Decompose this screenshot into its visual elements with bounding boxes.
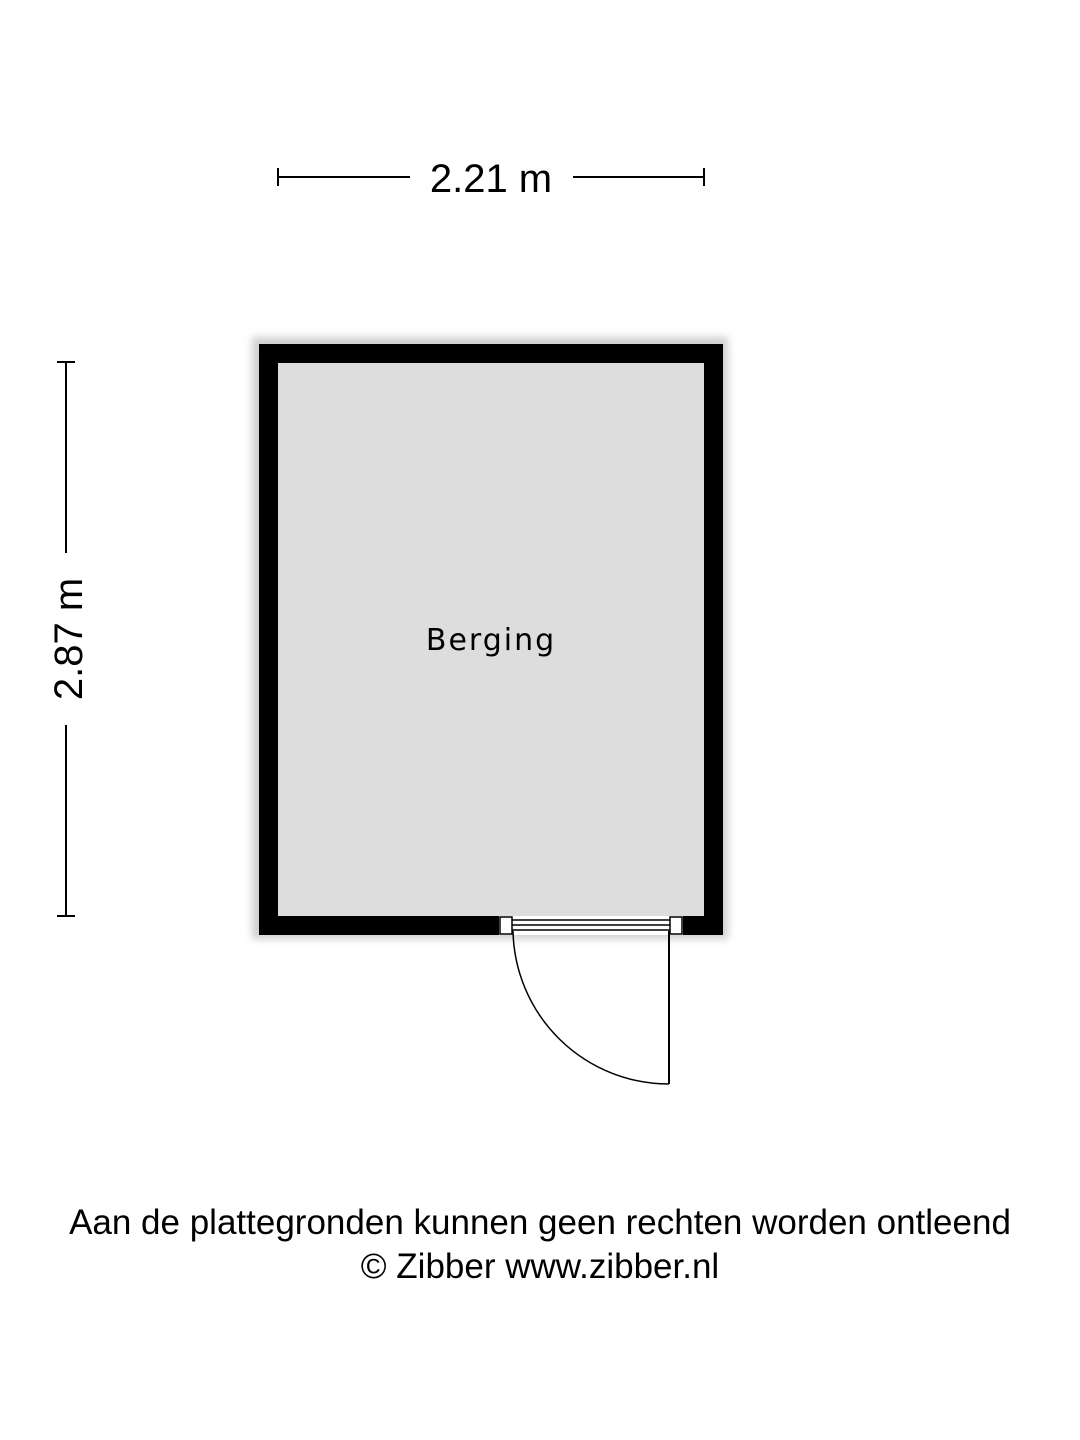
disclaimer-text: Aan de plattegronden kunnen geen rechten worden ontleend — [69, 1203, 1011, 1242]
width-dimension-label: 2.21 m — [429, 157, 553, 201]
copyright-text: © Zibber www.zibber.nl — [360, 1247, 720, 1286]
room-label-berging: Berging — [425, 623, 557, 658]
height-dimension-label: 2.87 m — [47, 577, 91, 701]
width-dimension — [278, 157, 704, 201]
door-swing-arc — [513, 931, 669, 1084]
height-dimension — [47, 362, 91, 916]
room-berging — [252, 337, 728, 1084]
